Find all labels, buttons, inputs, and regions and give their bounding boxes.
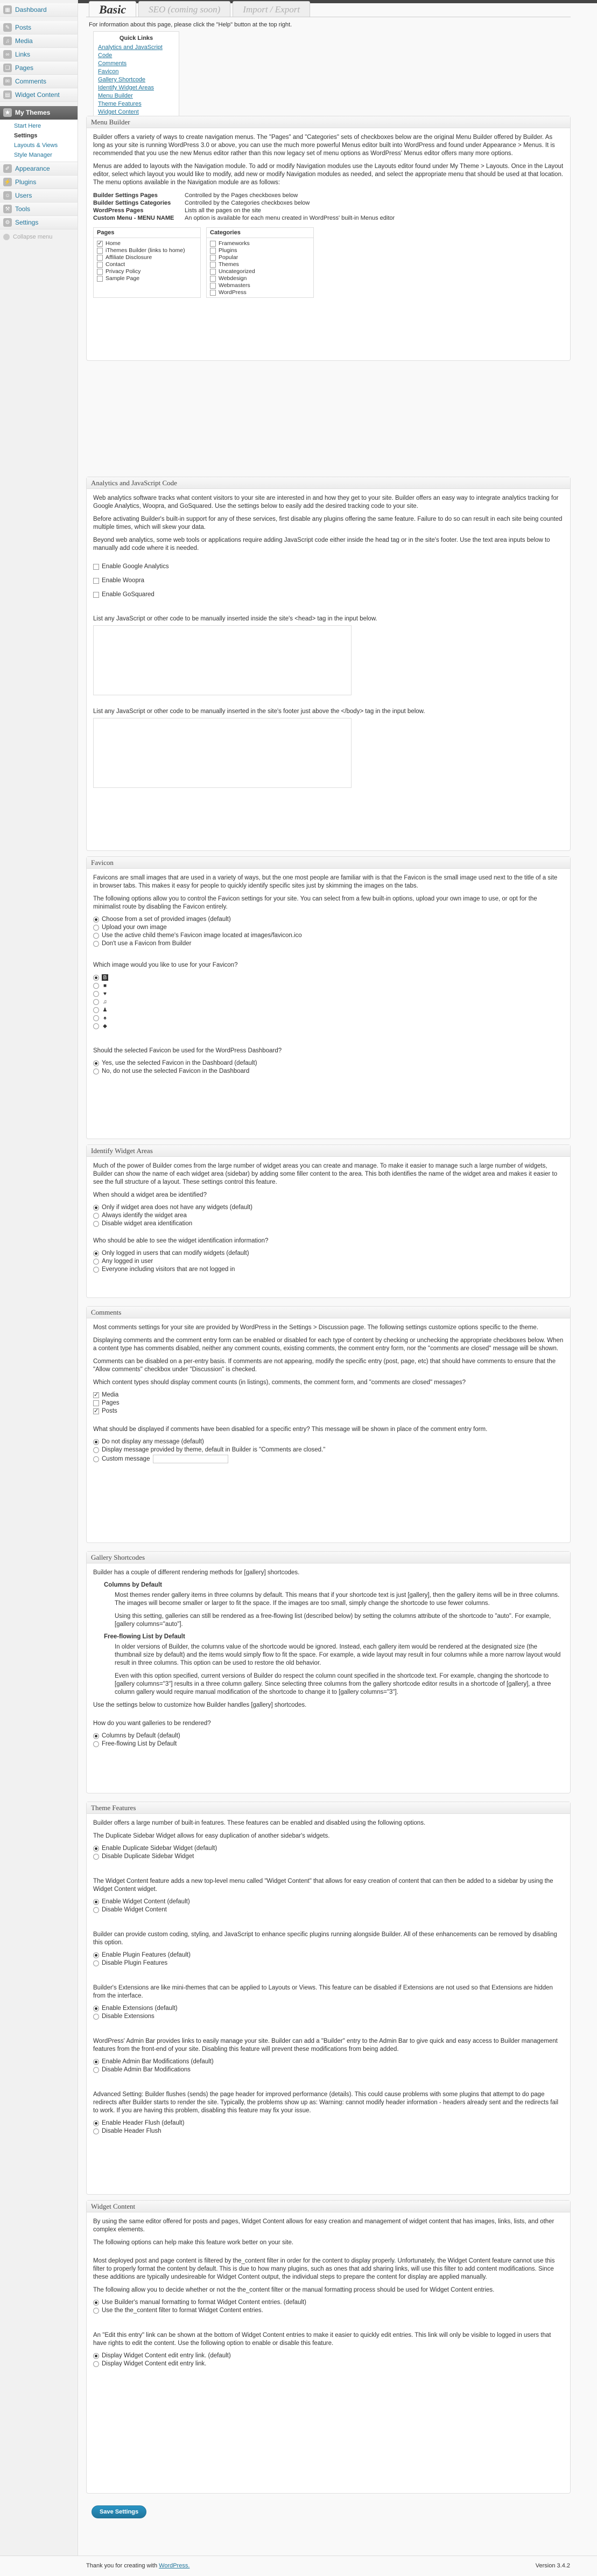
sidebar-item-label: Links	[15, 51, 31, 58]
favicon-option-child-theme[interactable]: Use the active child theme's Favicon image located at images/favicon.ico	[93, 932, 564, 939]
comment-icon: ✉	[3, 77, 12, 86]
gallery-columns-option[interactable]: Columns by Default (default)	[93, 1733, 564, 1739]
sidebar-item-label: Posts	[15, 24, 32, 31]
sidebar-item-users[interactable]	[0, 189, 78, 203]
wc-the-content-option[interactable]: Use the the_content filter to format Widget Content entries.	[93, 2307, 564, 2314]
sidebar-item-label: Users	[15, 192, 32, 199]
submenu-settings[interactable]: Settings	[14, 132, 38, 139]
favicon-title: Favicon	[87, 857, 570, 869]
widget-content-box: Widget Content By using the same editor offered for posts and pages, Widget Content allows for easy creation and management of widget content that has images, links, lists, and other complex elements. The following options can help make this feature work better on your site. Most deployed post and page content is filtered by the_content filter in order for the content to display properly. Unfortunately, the Widget Content feature cannot use this filter to properly format the content by default. This is due to how many plugins, such as ones that add sharing links, will use this filter to add content modifications. Since these additions are typically undesireable for Widget Content output, the individual steps to prepare the content for display are applied manually. The following allow you to decide whether or not the the_content filter or the manual formatting process should be used for Widget Content entries. Use Builder's manual formatting to format Widget Content entries. (default) Use the the_content filter to format Widget Content entries. An "Edit this entry" link can be shown at the bottom of Widget Content entries to make it easier to quickly edit entries. This link will only be visible to logged in users that have rights to edit the content. Use the following option to enable or disable this feature. Display Widget Content edit entry link. (default) Display Widget Content edit entry link.	[86, 2200, 571, 2494]
page-checkbox[interactable]: Sample Page	[97, 275, 197, 282]
brush-icon: ✐	[3, 164, 12, 173]
settings-tabs	[89, 1, 312, 17]
gallery-box: Gallery Shortcodes Builder has a couple of different rendering methods for [gallery] shortcodes. Columns by Default Most themes render gallery items in three columns by default. This means that if your shortcode text is just [gallery], then the gallery items will be in three columns. The images will become smaller or larger to fit the space. If the images are too small, simply change the shortcode to use fewer columns. Using this setting, galleries can still be rendered as a free-flowing list (described below) by setting the columns attribute of the shortcode to "auto". For example, [gallery columns="auto"]. Free-flowing List by Default In older versions of Builder, the columns value of the shortcode would be ignored. Instead, each gallery item would be rendered at the designated size (the thumbnail size by default) and the items would simply flow to fit the space. For example, a wide layout may result in four columns while a more narrow layout would result in three columns. This option can be used to restore the old behavior. Even with this option specified, current versions of Builder do respect the column count specified in the shortcode text. For example, changing the shortcode to [gallery columns="3"] results in a three column gallery. Since selecting three columns from the gallery shortcode editor results in a shortcode of [gallery], a three column gallery would require manual modification of the shortcode to change it to [gallery columns="3"]. Use the settings below to customize how Builder handles [gallery] shortcodes. How do you want galleries to be rendered? Columns by Default (default) Free-flowing List by Default	[86, 1551, 571, 1793]
header-flush-disable[interactable]: Disable Header Flush	[93, 2128, 564, 2134]
save-settings-button[interactable]: Save Settings	[92, 2505, 146, 2518]
widget-content-title: Widget Content	[87, 2201, 570, 2212]
widget-icon: ▤	[3, 90, 12, 99]
sidebar-item-settings[interactable]	[0, 216, 78, 229]
widget-area-when-option[interactable]: Only if widget area does not have any widgets (default)	[93, 1204, 564, 1211]
admin-bar-disable[interactable]: Disable Admin Bar Modifications	[93, 2067, 564, 2073]
collapse-icon	[3, 234, 10, 240]
sidebar-item-tools[interactable]	[0, 203, 78, 216]
quick-link-analytics[interactable]: Analytics and JavaScript Code	[98, 44, 163, 59]
comments-closed-option[interactable]: Custom message	[93, 1455, 564, 1463]
quick-link-comments[interactable]: Comments	[98, 60, 127, 67]
header-flush-enable[interactable]: Enable Header Flush (default)	[93, 2120, 564, 2126]
theme-icon: ★	[3, 108, 12, 117]
favicon-image-option[interactable]	[93, 990, 564, 997]
favicon-image-option[interactable]	[93, 982, 564, 989]
woopra-checkbox[interactable]: Enable Woopra	[93, 577, 564, 584]
widget-areas-box: Identify Widget Areas Much of the power of Builder comes from the large number of widget areas you can create and manage. To make it easier to manage such a large number of widgets, Builder can show the name of each widget area (sidebar) by adding some filler content to the area. This both identifies the name of the widget area and makes it easier to see the full structure of a layout. These settings control this feature. When should a widget area be identified? Only if widget area does not have any widgets (default) Always identify the widget area Disable widget area identification Who should be able to see the widget identification information? Only logged in users that can modify widgets (default) Any logged in user Everyone including visitors that are not logged in	[86, 1144, 571, 1298]
sidebar-item-label: Comments	[15, 78, 47, 85]
widget-area-who-option[interactable]: Any logged in user	[93, 1258, 564, 1265]
widget-area-who-option[interactable]: Everyone including visitors that are not logged in	[93, 1266, 564, 1273]
favicon-image-option[interactable]	[93, 1015, 564, 1021]
favicon-which-label: Which image would you like to use for your Favicon?	[93, 962, 238, 968]
quick-links-box	[93, 31, 179, 120]
builder-favicon-icon: B	[102, 974, 108, 981]
settings-icon: ⚙	[3, 218, 12, 227]
tab-basic[interactable]: Basic	[89, 1, 136, 17]
analytics-box: Analytics and JavaScript Code Web analytics software tracks what content visitors to your site are interested in and how they get to your site. Builder offers an easy way to integrate analytics tracking for Google Analytics, Woopra, and GoSquared. Use the settings below to easily add the desired tracking code to your site. Before activating Builder's built-in support for any of these services, first disable any plugins offering the same feature. Failure to do so can result in each site being counted multiple times, which will skew your data. Beyond web analytics, some web tools or applications require adding JavaScript code either inside the head tag or in the site's footer. Use the text area inputs below to manually add code where it is needed. Enable Google Analytics Enable Woopra Enable GoSquared List any JavaScript or other code to be manually inserted inside the site's <head> tag in the input below. List any JavaScript or other code to be manually inserted in the site's footer just above the </body> tag in the input below.	[86, 477, 571, 851]
quick-links-title: Quick Links	[119, 35, 153, 41]
comments-media-checkbox[interactable]: ✓ Media	[93, 1392, 564, 1398]
comments-title: Comments	[87, 1307, 570, 1318]
person-icon: ♟	[102, 1007, 108, 1013]
sidebar-item-widget-content[interactable]	[0, 88, 78, 102]
admin-bar-enable[interactable]: Enable Admin Bar Modifications (default)	[93, 2058, 564, 2065]
category-checkbox[interactable]: Plugins	[210, 247, 310, 254]
dup-sidebar-disable[interactable]: Disable Duplicate Sidebar Widget	[93, 1853, 564, 1860]
category-checkbox[interactable]: Webmasters	[210, 282, 310, 289]
category-checkbox[interactable]: WordPress	[210, 289, 310, 296]
sidebar-item-label: Media	[15, 37, 33, 45]
category-checkbox[interactable]: Uncategorized	[210, 268, 310, 275]
quick-link-widget-content[interactable]: Widget Content	[98, 109, 139, 115]
head-code-textarea[interactable]	[93, 625, 352, 695]
sidebar-item-label: Appearance	[15, 165, 50, 172]
menu-builder-layouts-note: Menus are added to layouts with the Navigation module. To add or modify Navigation modules use the Layouts editor found under My Theme > Layouts. Once in the Layout editor, select which layout you would like to modify, add new or modify Navigation modules as needed, and select the appropriate menu that should be used at that location. The menu options available in the Navigation module are as follows:	[93, 163, 564, 186]
submenu-layouts-views[interactable]: Layouts & Views	[14, 142, 58, 149]
footer	[0, 2556, 597, 2576]
tab-seo[interactable]: SEO (coming soon)	[138, 1, 230, 17]
sidebar-item-posts[interactable]	[0, 21, 78, 34]
tab-import-export[interactable]: Import / Export	[233, 1, 310, 17]
heart-icon: ♥	[103, 990, 107, 997]
page-checkbox[interactable]: Affiliate Disclosure	[97, 254, 197, 261]
footer-code-label: List any JavaScript or other code to be manually inserted in the site's footer just above the </body> tag in the input below.	[93, 708, 425, 715]
sidebar-item-label: Tools	[15, 205, 31, 213]
collapse-menu-button[interactable]: Collapse menu	[0, 229, 78, 245]
sidebar-item-label: Pages	[15, 64, 34, 72]
head-code-label: List any JavaScript or other code to be manually inserted inside the site's <head> tag in the input below.	[93, 616, 377, 622]
favicon-option-none[interactable]: Don't use a Favicon from Builder	[93, 940, 564, 947]
analytics-title: Analytics and JavaScript Code	[87, 477, 570, 489]
sidebar-item-comments[interactable]	[0, 75, 78, 88]
favicon-option-provided[interactable]: Choose from a set of provided images (default)	[93, 916, 564, 923]
extensions-disable[interactable]: Disable Extensions	[93, 2013, 564, 2020]
wc-manual-format-option[interactable]: Use Builder's manual formatting to format Widget Content entries. (default)	[93, 2299, 564, 2306]
favicon-image-option[interactable]	[93, 1007, 564, 1013]
wc-edit-link-hide[interactable]: Display Widget Content edit entry link.	[93, 2361, 564, 2367]
custom-message-input[interactable]	[153, 1455, 228, 1463]
admin-sidebar	[0, 0, 78, 2576]
footer-credit: Thank you for creating with WordPress.	[86, 2563, 190, 2569]
submenu-style-manager[interactable]: Style Manager	[14, 152, 52, 158]
dup-sidebar-enable[interactable]: Enable Duplicate Sidebar Widget (default)	[93, 1845, 564, 1852]
my-themes-submenu	[0, 120, 78, 162]
category-checkbox[interactable]: Webdesign	[210, 275, 310, 282]
comments-box: Comments Most comments settings for your site are provided by WordPress in the Settings > Discussion page. The following settings customize options specific to the theme. Displaying comments and the comment entry form can be enabled or disabled for each type of content by checking or unchecking the appropriate checkboxes below. When a content type has comments disabled, neither any comment counts, existing comments, the comment entry form, nor the "comments are closed" message will be shown. Comments can be disabled on a per-entry basis. If comments are not appearing, modify the specific entry (post, page, etc) that should have comments to ensure that the "Allow comments" checkbox under "Discussion" is checked. Which content types should display comment counts (in listings), comments, the comment form, and "comments are closed" messages? ✓ Media Pages ✓ Posts What should be displayed if comments have been disabled for a specific entry? This message will be shown in place of the comment entry form. Do not display any message (default) Display message provided by theme, default in Builder is "Comments are closed." Custom message	[86, 1306, 571, 1543]
theme-features-title: Theme Features	[87, 1802, 570, 1814]
gallery-free-option[interactable]: Free-flowing List by Default	[93, 1741, 564, 1747]
extensions-enable[interactable]: Enable Extensions (default)	[93, 2005, 564, 2012]
page-checkbox[interactable]: Contact	[97, 261, 197, 268]
favicon-image-option[interactable]	[93, 1023, 564, 1029]
widget-area-when-option[interactable]: Disable widget area identification	[93, 1220, 564, 1227]
category-checkbox[interactable]: Themes	[210, 261, 310, 268]
widget-area-who-option[interactable]: Only logged in users that can modify widgets (default)	[93, 1250, 564, 1256]
category-checkbox[interactable]: Frameworks	[210, 240, 310, 247]
favicon-dashboard-no[interactable]: No, do not use the selected Favicon in the Dashboard	[93, 1068, 564, 1074]
footer-code-textarea[interactable]	[93, 718, 352, 788]
theme-features-box: Theme Features Builder offers a large number of built-in features. These features can be enabled and disabled using the following options. The Duplicate Sidebar Widget allows for easy duplication of another sidebar's widgets. Enable Duplicate Sidebar Widget (default) Disable Duplicate Sidebar Widget The Widget Content feature adds a new top-level menu called "Widget Content" that allows for easy creation of content that can then be added to a sidebar by using the Widget Content widget. Enable Widget Content (default) Disable Widget Content Builder can provide custom coding, styling, and JavaScript to enhance specific plugins running alongside Builder. All of these enhancements can be removed by disabling this option. Enable Plugin Features (default) Disable Plugin Features Builder's Extensions are like mini-themes that can be applied to Layouts or Views. This feature can be disabled if Extensions are not used so that Extensions are hidden from the interface. Enable Extensions (default) Disable Extensions WordPress' Admin Bar provides links to easily manage your site. Builder can add a "Builder" entry to the Admin Bar to give quick and easy access to Builder management features from the front-end of your site. Disabling this feature will prevent these modifications from being added. Enable Admin Bar Modifications (default) Disable Admin Bar Modifications Advanced Setting: Builder flushes (sends) the page header for improved performance (details). This could cause problems with some plugins that attempt to do page redirects after Builder starts to render the site. Typically, the problems show up as: Warning: cannot modify header information - headers already sent and the redirects fail to work. If you are having this problem, disabling this feature may fix your issue. Enable Header Flush (default) Disable Header Flush	[86, 1802, 571, 2195]
quick-link-theme-features[interactable]: Theme Features	[98, 101, 142, 107]
sidebar-item-links[interactable]	[0, 48, 78, 61]
sidebar-item-dashboard[interactable]	[0, 3, 78, 17]
music-note-icon: ♫	[103, 999, 107, 1005]
wordpress-link[interactable]: WordPress.	[159, 2563, 190, 2569]
plugin-features-disable[interactable]: Disable Plugin Features	[93, 1960, 564, 1966]
quick-link-favicon[interactable]: Favicon	[98, 68, 119, 75]
pages-checklist: Pages ✓ Home iThemes Builder (links to home) Affiliate Disclosure Contact Privacy Policy Sample Page	[93, 227, 201, 298]
menu-options-table: Builder Settings Pages Controlled by the Pages checkboxes below Builder Settings Categories Controlled by the Categories checkboxes below WordPress Pages Lists all the pages on the site Custom Menu - MENU NAME An option is available for each menu created in WordPress' built-in Menus editor	[93, 192, 395, 221]
menu-builder-intro: Builder offers a variety of ways to create navigation menus. The "Pages" and "Categories" sets of checkboxes below are the original Menu Builder offered by Builder. As long as your site is running WordPress 3.0 or above, you can use the much more powerful Menus editor built into WordPress and found under Appearance > Menus. It is recommended that you use the new Menus editor rather than this now legacy set of menu options as WordPress' Menus editor offers many more options.	[93, 134, 555, 157]
sidebar-item-media[interactable]	[0, 34, 78, 48]
page-checkbox[interactable]: ✓ Home	[97, 240, 197, 247]
page-icon: ❑	[3, 64, 12, 72]
favicon-image-option[interactable]	[93, 974, 564, 981]
sidebar-item-plugins[interactable]	[0, 176, 78, 189]
comments-pages-checkbox[interactable]: Pages	[93, 1400, 564, 1406]
gallery-title: Gallery Shortcodes	[87, 1552, 570, 1563]
media-icon: ♫	[3, 37, 12, 45]
version-label: Version 3.4.2	[535, 2563, 570, 2569]
sidebar-item-appearance[interactable]	[0, 162, 78, 176]
sidebar-item-my-themes[interactable]	[0, 106, 78, 120]
wc-edit-link-show[interactable]: Display Widget Content edit entry link. (default)	[93, 2352, 564, 2359]
sidebar-item-label: My Themes	[15, 109, 51, 116]
widget-content-disable[interactable]: Disable Widget Content	[93, 1907, 564, 1913]
comments-closed-option[interactable]: Display message provided by theme, default in Builder is "Comments are closed."	[93, 1447, 564, 1453]
favicon-box: Favicon Favicons are small images that are used in a variety of ways, but the one most people are familiar with is that the Favicon is the small image used next to the title of a site in browser tabs. This makes it easy for people to quickly identify specific sites just by skimming the images on the tabs. The following options allow you to control the Favicon settings for your site. You can select from a few built-in options, upload your own image to use, or opt for the minimalist route by disabling the Favicon entirely. Choose from a set of provided images (default) Upload your own image Use the active child theme's Favicon image located at images/favicon.ico Don't use a Favicon from Builder Which image would you like to use for your Favicon? B ■ ♥ ♫ ♟ ♠ ◆ Should the selected Favicon be used for the WordPress Dashboard? Yes, use the selected Favicon in the Dashboard (default) No, do not use the selected Favicon in the Dashboard	[86, 856, 571, 1139]
favicon-dashboard-yes[interactable]: Yes, use the selected Favicon in the Dashboard (default)	[93, 1060, 564, 1066]
menu-builder-box	[86, 116, 571, 361]
link-icon: ∞	[3, 50, 12, 59]
gosquared-checkbox[interactable]: Enable GoSquared	[93, 591, 564, 598]
page-checkbox[interactable]: Privacy Policy	[97, 268, 197, 275]
pin-icon: ✎	[3, 23, 12, 32]
sidebar-item-label: Settings	[15, 219, 39, 226]
widget-area-when-option[interactable]: Always identify the widget area	[93, 1212, 564, 1219]
quick-link-menu-builder[interactable]: Menu Builder	[98, 93, 133, 99]
quick-link-gallery[interactable]: Gallery Shortcode	[98, 76, 146, 83]
sidebar-item-label: Dashboard	[15, 6, 47, 13]
favicon-dashboard-label: Should the selected Favicon be used for the WordPress Dashboard?	[93, 1048, 282, 1054]
dashboard-icon: ▦	[3, 5, 12, 14]
diamond-icon: ◆	[103, 1023, 107, 1029]
submenu-start-here[interactable]: Start Here	[14, 123, 41, 129]
page-checkbox[interactable]: iThemes Builder (links to home)	[97, 247, 197, 254]
quick-link-widget-areas[interactable]: Identify Widget Areas	[98, 85, 154, 91]
favicon-option-upload[interactable]: Upload your own image	[93, 924, 564, 931]
google-analytics-checkbox[interactable]: Enable Google Analytics	[93, 563, 564, 570]
plugin-features-enable[interactable]: Enable Plugin Features (default)	[93, 1952, 564, 1958]
category-checkbox[interactable]: Popular	[210, 254, 310, 261]
widget-content-enable[interactable]: Enable Widget Content (default)	[93, 1898, 564, 1905]
comments-posts-checkbox[interactable]: ✓ Posts	[93, 1408, 564, 1414]
sidebar-item-label: Widget Content	[15, 91, 60, 99]
categories-checklist: Categories Frameworks Plugins Popular Themes Uncategorized Webdesign Webmasters WordPress	[206, 227, 314, 298]
square-icon: ■	[103, 982, 107, 989]
user-icon: ☺	[3, 191, 12, 200]
favicon-image-option[interactable]	[93, 999, 564, 1005]
sidebar-item-label: Plugins	[15, 178, 37, 186]
plug-icon: ⚡	[3, 178, 12, 186]
sidebar-item-pages[interactable]	[0, 61, 78, 75]
help-note: For information about this page, please click the "Help" button at the top right.	[89, 22, 292, 28]
wrench-icon: ⚒	[3, 205, 12, 213]
comments-closed-option[interactable]: Do not display any message (default)	[93, 1439, 564, 1445]
widget-areas-title: Identify Widget Areas	[87, 1145, 570, 1157]
spade-icon: ♠	[103, 1015, 107, 1021]
menu-builder-title: Menu Builder	[87, 116, 570, 128]
